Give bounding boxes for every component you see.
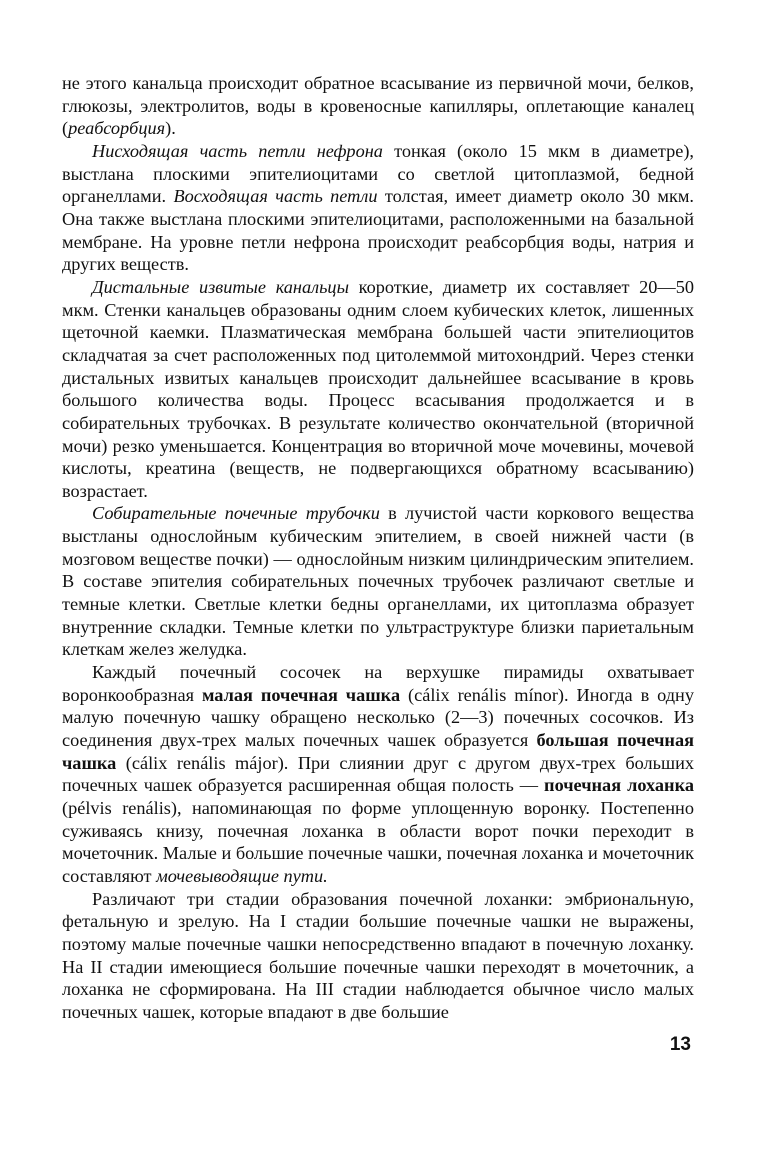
italic-term: мочевыводящие пути.: [156, 865, 328, 886]
text-run: ).: [165, 118, 176, 139]
italic-term: Собирательные почечные трубочки: [92, 503, 380, 524]
text-run: (cálix renális májor). При слиянии друг с другом двух-трех больших почечных чашек образуется расширенная общая полость —: [62, 752, 694, 796]
bold-term: малая почечная чашка: [201, 684, 401, 705]
paragraph: [62, 276, 694, 503]
page-text-body: [62, 72, 694, 1024]
text-run: Различают три стадии образования почечной лоханки: эмбриональную, фетальную и зрелую. На I стадии большие почечные чашки не выражены, поэтому малые почечные чашки непосредственно впадают в почечную лоханку. На II стадии имеющиеся большие почечные чашки переходят в мочеточник, а лоханка не сформирована. На III стадии наблюдается обычное число малых почечных чашек, которые впадают в две большие: [62, 888, 694, 1022]
italic-term: Восходящая часть петли: [173, 186, 378, 207]
bold-term: большая почечная чашка: [62, 730, 694, 773]
text-run: не этого канальца происходит обратное всасывание из первичной мочи, белков, глюкозы, электролитов, воды в кровеносные капилляры, оплетающие каналец (: [62, 73, 694, 139]
italic-term: реабсорбция: [68, 118, 166, 139]
text-run: тонкая (около 15 мкм в диаметре), выстлана плоскими эпителиоцитами со светлой цитоплазмой, бедной органеллами.: [62, 140, 694, 207]
text-run: Каждый почечный сосочек на верхушке пирамиды охватывает воронкообразная: [62, 662, 694, 705]
text-run: в лучистой части коркового вещества выстланы однослойным кубическим эпителием, в своей нижней части (в мозговом веществе почки) — однослойным низким цилиндрическим эпителием. В составе эпителия собирательных почечных трубочек различают светлые и темные клетки. Светлые клетки бедны органеллами, их цитоплазма образует внутренние складки. Темные клетки по ультраструктуре близки париетальным клеткам желез желудка.: [62, 503, 694, 660]
text-run: (pélvis renális), напоминающая по форме уплощенную воронку. Постепенно суживаясь книзу, почечная лоханка в области ворот почки переходит в мочеточник. Малые и большие почечные чашки, почечная лоханка и мочеточник составляют: [62, 798, 694, 886]
paragraph: [62, 140, 694, 276]
paragraph: [62, 888, 694, 1024]
text-run: (cálix renális mínor). Иногда в одну малую почечную чашку обращено несколько (2—3) почечных сосочков. Из соединения двух-трех малых почечных чашек образуется: [62, 684, 694, 751]
paragraph: [62, 661, 694, 888]
italic-term: Дистальные извитые канальцы: [92, 276, 349, 297]
bold-term: почечная лоханка: [544, 775, 694, 796]
text-run: толстая, имеет диаметр около 30 мкм. Она также выстлана плоскими эпителиоцитами, расположенными на базальной мембране. На уровне петли нефрона происходит реабсорбция воды, натрия и других веществ.: [62, 186, 694, 275]
italic-term: Нисходящая часть петли нефрона: [92, 140, 383, 161]
page-number: 13: [669, 1034, 691, 1055]
text-run: короткие, диаметр их составляет 20—50 мкм. Стенки канальцев образованы одним слоем кубических клеток, лишенных щеточной каемки. Плазматическая мембрана большей части эпителиоцитов складчатая за счет расположенных под цитолеммой митохондрий. Через стенки дистальных извитых канальцев происходит дальнейшее всасывание в кровь большого количества воды. Процесс всасывания продолжается и в собирательных трубочках. В результате количество окончательной (вторичной мочи) резко уменьшается. Концентрация во вторичной моче мочевины, мочевой кислоты, креатина (веществ, не подвергающихся обратному всасыванию) возрастает.: [62, 276, 694, 501]
paragraph: [62, 72, 694, 140]
paragraph: [62, 502, 694, 661]
